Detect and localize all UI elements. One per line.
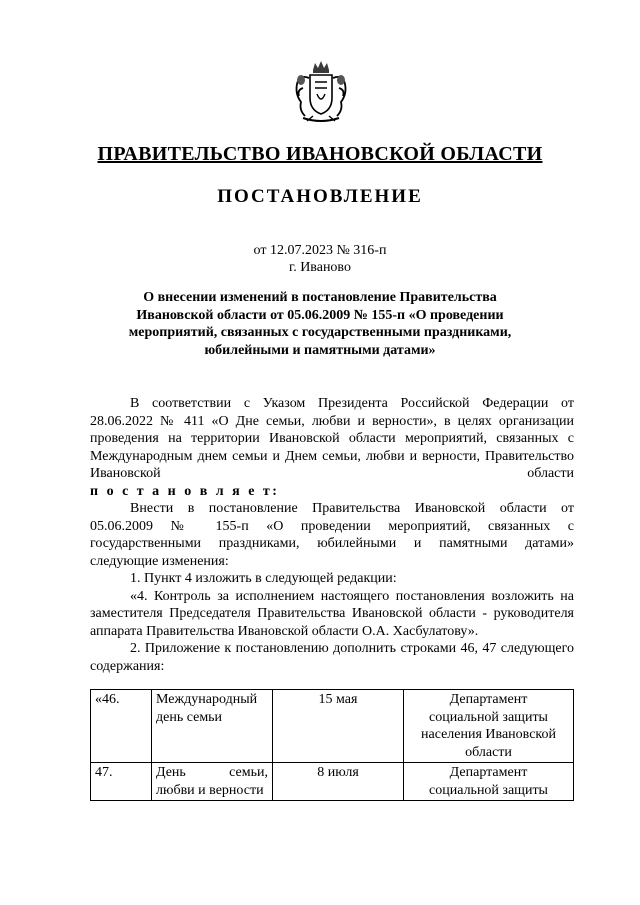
item-2-paragraph: 2. Приложение к постановлению дополнить строками 46, 47 следующего содержания: <box>90 641 574 674</box>
subject-line: Ивановской области от 05.06.2009 № 155-п «О проведении <box>136 307 504 323</box>
table-cell-line: любви и верности <box>156 782 264 798</box>
document-city: г. Иваново <box>289 260 351 275</box>
item-1-paragraph: 1. Пункт 4 изложить в следующей редакции: <box>130 571 397 586</box>
subject-line: О внесении изменений в постановление Правительства <box>143 290 497 305</box>
table-row <box>91 690 574 763</box>
document-body <box>90 395 574 675</box>
table-cell-line: день семьи <box>156 709 223 725</box>
table-cell-line: Международный <box>156 692 258 707</box>
table-row <box>91 763 574 801</box>
subject-line: мероприятий, связанных с государственными праздниками, <box>128 325 512 340</box>
table-cell-department <box>404 690 574 763</box>
table-cell-line: социальной защиты <box>429 709 548 725</box>
table-cell-number: 47. <box>91 763 152 801</box>
table-cell-line: населения Ивановской <box>421 727 556 742</box>
table-cell-line: День семьи, <box>156 765 268 780</box>
table-cell-line: Департамент <box>449 692 528 707</box>
decree-word: п о с т а н о в л я е т: <box>90 483 280 499</box>
table-cell-department <box>404 763 574 801</box>
document-subject <box>110 289 530 359</box>
preamble-paragraph: В соответствии с Указом Президента Российской Федерации от 28.06.2022 № 411 «О Дне семьи, любви и верности», в целях организации проведения на территории Ивановской области мероприятий, связанных с Международным днем семьи и Днем семьи, любви и верности, Правительство Ивановской области <box>90 396 574 481</box>
table-cell-date: 15 мая <box>273 690 404 763</box>
decree-paragraph <box>90 483 574 501</box>
amend-intro-paragraph: Внести в постановление Правительства Ивановской области от 05.06.2009 № 155-п «О проведении мероприятий, связанных с государственными праздниками, юбилейными и памятными датами» следующие изменения: <box>90 501 574 569</box>
holidays-table <box>90 689 574 801</box>
table-cell-name <box>152 690 273 763</box>
document-date-number: от 12.07.2023 № 316-п <box>253 243 387 258</box>
table-cell-number: «46. <box>91 690 152 763</box>
government-title: ПРАВИТЕЛЬСТВО ИВАНОВСКОЙ ОБЛАСТИ <box>97 143 543 165</box>
table-cell-line: области <box>465 744 512 760</box>
subject-line: юбилейными и памятными датами» <box>204 342 436 358</box>
table-cell-date: 8 июля <box>273 763 404 801</box>
table-cell-line: социальной защиты <box>429 782 548 798</box>
ivanovo-coat-of-arms-icon <box>291 60 351 126</box>
table-cell-line: Департамент <box>449 765 528 780</box>
item-1-text-paragraph: «4. Контроль за исполнением настоящего постановления возложить на заместителя Председателя Правительства Ивановской области - руководителя аппарата Правительства Ивановской области О.А. Хасбулатову». <box>90 588 574 639</box>
document-type: ПОСТАНОВЛЕНИЕ <box>217 186 423 207</box>
table-cell-name <box>152 763 273 801</box>
